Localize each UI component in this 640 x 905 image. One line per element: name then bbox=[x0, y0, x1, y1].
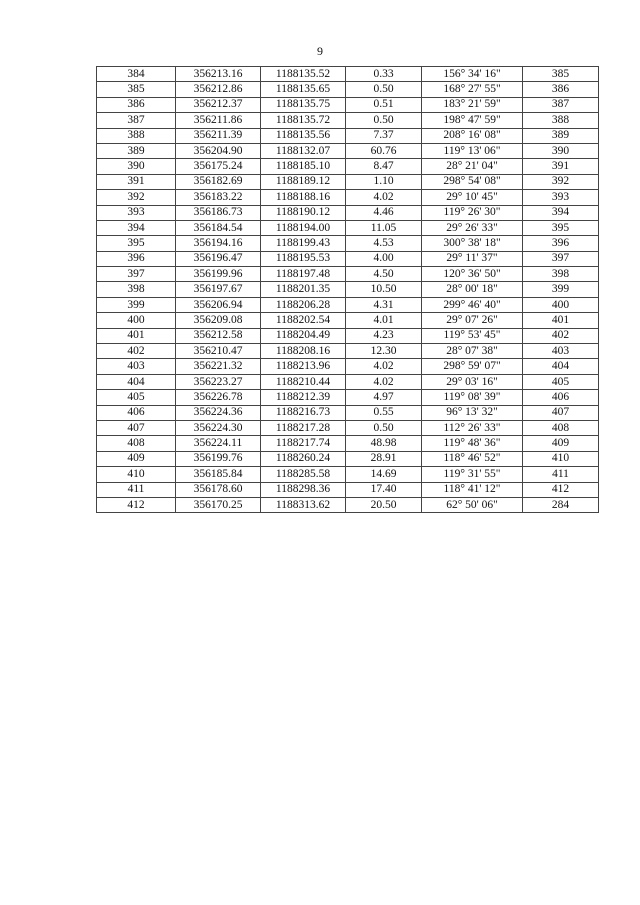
point-number-cell: 404 bbox=[97, 374, 176, 389]
distance-cell: 11.05 bbox=[346, 220, 422, 235]
y-coordinate-cell: 1188199.43 bbox=[261, 236, 346, 251]
next-point-number-cell: 396 bbox=[523, 236, 599, 251]
distance-cell: 4.31 bbox=[346, 297, 422, 312]
bearing-cell: 120° 36' 50" bbox=[422, 267, 523, 282]
next-point-number-cell: 399 bbox=[523, 282, 599, 297]
table-row bbox=[97, 267, 599, 282]
point-number-cell: 407 bbox=[97, 420, 176, 435]
table-row bbox=[97, 405, 599, 420]
next-point-number-cell: 284 bbox=[523, 497, 599, 512]
next-point-number-cell: 400 bbox=[523, 297, 599, 312]
table-row bbox=[97, 205, 599, 220]
distance-cell: 12.30 bbox=[346, 344, 422, 359]
table-row bbox=[97, 236, 599, 251]
bearing-cell: 29° 10' 45" bbox=[422, 190, 523, 205]
next-point-number-cell: 388 bbox=[523, 113, 599, 128]
table-row bbox=[97, 451, 599, 466]
distance-cell: 4.50 bbox=[346, 267, 422, 282]
bearing-cell: 29° 03' 16" bbox=[422, 374, 523, 389]
next-point-number-cell: 393 bbox=[523, 190, 599, 205]
y-coordinate-cell: 1188204.49 bbox=[261, 328, 346, 343]
bearing-cell: 112° 26' 33" bbox=[422, 420, 523, 435]
point-number-cell: 403 bbox=[97, 359, 176, 374]
point-number-cell: 398 bbox=[97, 282, 176, 297]
next-point-number-cell: 389 bbox=[523, 128, 599, 143]
y-coordinate-cell: 1188202.54 bbox=[261, 313, 346, 328]
bearing-cell: 208° 16' 08" bbox=[422, 128, 523, 143]
table-row bbox=[97, 159, 599, 174]
bearing-cell: 298° 59' 07" bbox=[422, 359, 523, 374]
point-number-cell: 389 bbox=[97, 143, 176, 158]
bearing-cell: 96° 13' 32" bbox=[422, 405, 523, 420]
next-point-number-cell: 385 bbox=[523, 67, 599, 82]
point-number-cell: 394 bbox=[97, 220, 176, 235]
x-coordinate-cell: 356178.60 bbox=[176, 482, 261, 497]
x-coordinate-cell: 356213.16 bbox=[176, 67, 261, 82]
next-point-number-cell: 392 bbox=[523, 174, 599, 189]
y-coordinate-cell: 1188188.16 bbox=[261, 190, 346, 205]
point-number-cell: 393 bbox=[97, 205, 176, 220]
table-row bbox=[97, 297, 599, 312]
y-coordinate-cell: 1188313.62 bbox=[261, 497, 346, 512]
next-point-number-cell: 387 bbox=[523, 97, 599, 112]
y-coordinate-cell: 1188135.52 bbox=[261, 67, 346, 82]
bearing-cell: 183° 21' 59" bbox=[422, 97, 523, 112]
point-number-cell: 391 bbox=[97, 174, 176, 189]
bearing-cell: 28° 07' 38" bbox=[422, 344, 523, 359]
distance-cell: 17.40 bbox=[346, 482, 422, 497]
bearing-cell: 28° 00' 18" bbox=[422, 282, 523, 297]
y-coordinate-cell: 1188210.44 bbox=[261, 374, 346, 389]
next-point-number-cell: 397 bbox=[523, 251, 599, 266]
table-row bbox=[97, 82, 599, 97]
x-coordinate-cell: 356224.11 bbox=[176, 436, 261, 451]
distance-cell: 7.37 bbox=[346, 128, 422, 143]
x-coordinate-cell: 356196.47 bbox=[176, 251, 261, 266]
y-coordinate-cell: 1188135.75 bbox=[261, 97, 346, 112]
next-point-number-cell: 390 bbox=[523, 143, 599, 158]
x-coordinate-cell: 356206.94 bbox=[176, 297, 261, 312]
point-number-cell: 388 bbox=[97, 128, 176, 143]
point-number-cell: 387 bbox=[97, 113, 176, 128]
coordinates-table bbox=[96, 66, 599, 513]
next-point-number-cell: 404 bbox=[523, 359, 599, 374]
y-coordinate-cell: 1188206.28 bbox=[261, 297, 346, 312]
y-coordinate-cell: 1188260.24 bbox=[261, 451, 346, 466]
x-coordinate-cell: 356223.27 bbox=[176, 374, 261, 389]
y-coordinate-cell: 1188185.10 bbox=[261, 159, 346, 174]
table-row bbox=[97, 143, 599, 158]
distance-cell: 8.47 bbox=[346, 159, 422, 174]
point-number-cell: 408 bbox=[97, 436, 176, 451]
bearing-cell: 119° 31' 55" bbox=[422, 467, 523, 482]
distance-cell: 0.50 bbox=[346, 82, 422, 97]
point-number-cell: 390 bbox=[97, 159, 176, 174]
point-number-cell: 385 bbox=[97, 82, 176, 97]
y-coordinate-cell: 1188201.35 bbox=[261, 282, 346, 297]
distance-cell: 0.50 bbox=[346, 113, 422, 128]
bearing-cell: 299° 46' 40" bbox=[422, 297, 523, 312]
distance-cell: 4.00 bbox=[346, 251, 422, 266]
table-row bbox=[97, 128, 599, 143]
table-row bbox=[97, 190, 599, 205]
point-number-cell: 406 bbox=[97, 405, 176, 420]
distance-cell: 4.02 bbox=[346, 374, 422, 389]
distance-cell: 1.10 bbox=[346, 174, 422, 189]
bearing-cell: 29° 26' 33" bbox=[422, 220, 523, 235]
x-coordinate-cell: 356226.78 bbox=[176, 390, 261, 405]
page-number: 9 bbox=[317, 44, 323, 58]
distance-cell: 4.97 bbox=[346, 390, 422, 405]
bearing-cell: 118° 46' 52" bbox=[422, 451, 523, 466]
next-point-number-cell: 411 bbox=[523, 467, 599, 482]
point-number-cell: 405 bbox=[97, 390, 176, 405]
x-coordinate-cell: 356194.16 bbox=[176, 236, 261, 251]
point-number-cell: 412 bbox=[97, 497, 176, 512]
next-point-number-cell: 407 bbox=[523, 405, 599, 420]
point-number-cell: 410 bbox=[97, 467, 176, 482]
point-number-cell: 399 bbox=[97, 297, 176, 312]
next-point-number-cell: 394 bbox=[523, 205, 599, 220]
x-coordinate-cell: 356199.76 bbox=[176, 451, 261, 466]
y-coordinate-cell: 1188285.58 bbox=[261, 467, 346, 482]
x-coordinate-cell: 356211.86 bbox=[176, 113, 261, 128]
bearing-cell: 119° 26' 30" bbox=[422, 205, 523, 220]
distance-cell: 0.50 bbox=[346, 420, 422, 435]
bearing-cell: 298° 54' 08" bbox=[422, 174, 523, 189]
x-coordinate-cell: 356209.08 bbox=[176, 313, 261, 328]
point-number-cell: 411 bbox=[97, 482, 176, 497]
point-number-cell: 384 bbox=[97, 67, 176, 82]
point-number-cell: 395 bbox=[97, 236, 176, 251]
table-row bbox=[97, 374, 599, 389]
y-coordinate-cell: 1188217.74 bbox=[261, 436, 346, 451]
bearing-cell: 300° 38' 18" bbox=[422, 236, 523, 251]
next-point-number-cell: 410 bbox=[523, 451, 599, 466]
bearing-cell: 168° 27' 55" bbox=[422, 82, 523, 97]
x-coordinate-cell: 356204.90 bbox=[176, 143, 261, 158]
table-row bbox=[97, 467, 599, 482]
point-number-cell: 400 bbox=[97, 313, 176, 328]
coordinates-table-body bbox=[97, 67, 599, 513]
x-coordinate-cell: 356224.30 bbox=[176, 420, 261, 435]
bearing-cell: 119° 53' 45" bbox=[422, 328, 523, 343]
table-row bbox=[97, 436, 599, 451]
y-coordinate-cell: 1188213.96 bbox=[261, 359, 346, 374]
next-point-number-cell: 401 bbox=[523, 313, 599, 328]
distance-cell: 48.98 bbox=[346, 436, 422, 451]
table-row bbox=[97, 97, 599, 112]
point-number-cell: 397 bbox=[97, 267, 176, 282]
table-row bbox=[97, 67, 599, 82]
distance-cell: 4.01 bbox=[346, 313, 422, 328]
next-point-number-cell: 395 bbox=[523, 220, 599, 235]
x-coordinate-cell: 356185.84 bbox=[176, 467, 261, 482]
y-coordinate-cell: 1188195.53 bbox=[261, 251, 346, 266]
y-coordinate-cell: 1188197.48 bbox=[261, 267, 346, 282]
point-number-cell: 386 bbox=[97, 97, 176, 112]
table-row bbox=[97, 344, 599, 359]
x-coordinate-cell: 356197.67 bbox=[176, 282, 261, 297]
table-row bbox=[97, 251, 599, 266]
distance-cell: 60.76 bbox=[346, 143, 422, 158]
distance-cell: 4.02 bbox=[346, 359, 422, 374]
table-row bbox=[97, 390, 599, 405]
x-coordinate-cell: 356170.25 bbox=[176, 497, 261, 512]
bearing-cell: 156° 34' 16" bbox=[422, 67, 523, 82]
y-coordinate-cell: 1188132.07 bbox=[261, 143, 346, 158]
x-coordinate-cell: 356212.58 bbox=[176, 328, 261, 343]
y-coordinate-cell: 1188212.39 bbox=[261, 390, 346, 405]
x-coordinate-cell: 356183.22 bbox=[176, 190, 261, 205]
y-coordinate-cell: 1188135.65 bbox=[261, 82, 346, 97]
bearing-cell: 119° 08' 39" bbox=[422, 390, 523, 405]
distance-cell: 4.02 bbox=[346, 190, 422, 205]
table-row bbox=[97, 113, 599, 128]
point-number-cell: 409 bbox=[97, 451, 176, 466]
distance-cell: 14.69 bbox=[346, 467, 422, 482]
y-coordinate-cell: 1188190.12 bbox=[261, 205, 346, 220]
distance-cell: 28.91 bbox=[346, 451, 422, 466]
y-coordinate-cell: 1188189.12 bbox=[261, 174, 346, 189]
table-row bbox=[97, 420, 599, 435]
distance-cell: 4.46 bbox=[346, 205, 422, 220]
table-row bbox=[97, 282, 599, 297]
x-coordinate-cell: 356210.47 bbox=[176, 344, 261, 359]
table-row bbox=[97, 497, 599, 512]
next-point-number-cell: 402 bbox=[523, 328, 599, 343]
bearing-cell: 62° 50' 06" bbox=[422, 497, 523, 512]
x-coordinate-cell: 356212.37 bbox=[176, 97, 261, 112]
table-row bbox=[97, 359, 599, 374]
next-point-number-cell: 412 bbox=[523, 482, 599, 497]
distance-cell: 20.50 bbox=[346, 497, 422, 512]
bearing-cell: 29° 11' 37" bbox=[422, 251, 523, 266]
bearing-cell: 198° 47' 59" bbox=[422, 113, 523, 128]
bearing-cell: 29° 07' 26" bbox=[422, 313, 523, 328]
y-coordinate-cell: 1188217.28 bbox=[261, 420, 346, 435]
y-coordinate-cell: 1188194.00 bbox=[261, 220, 346, 235]
point-number-cell: 402 bbox=[97, 344, 176, 359]
point-number-cell: 392 bbox=[97, 190, 176, 205]
y-coordinate-cell: 1188135.72 bbox=[261, 113, 346, 128]
bearing-cell: 28° 21' 04" bbox=[422, 159, 523, 174]
point-number-cell: 396 bbox=[97, 251, 176, 266]
bearing-cell: 118° 41' 12" bbox=[422, 482, 523, 497]
x-coordinate-cell: 356211.39 bbox=[176, 128, 261, 143]
distance-cell: 4.53 bbox=[346, 236, 422, 251]
next-point-number-cell: 386 bbox=[523, 82, 599, 97]
x-coordinate-cell: 356224.36 bbox=[176, 405, 261, 420]
next-point-number-cell: 408 bbox=[523, 420, 599, 435]
table-row bbox=[97, 328, 599, 343]
x-coordinate-cell: 356175.24 bbox=[176, 159, 261, 174]
bearing-cell: 119° 13' 06" bbox=[422, 143, 523, 158]
distance-cell: 0.51 bbox=[346, 97, 422, 112]
distance-cell: 4.23 bbox=[346, 328, 422, 343]
x-coordinate-cell: 356221.32 bbox=[176, 359, 261, 374]
next-point-number-cell: 409 bbox=[523, 436, 599, 451]
bearing-cell: 119° 48' 36" bbox=[422, 436, 523, 451]
distance-cell: 10.50 bbox=[346, 282, 422, 297]
x-coordinate-cell: 356186.73 bbox=[176, 205, 261, 220]
x-coordinate-cell: 356184.54 bbox=[176, 220, 261, 235]
next-point-number-cell: 405 bbox=[523, 374, 599, 389]
y-coordinate-cell: 1188298.36 bbox=[261, 482, 346, 497]
x-coordinate-cell: 356199.96 bbox=[176, 267, 261, 282]
y-coordinate-cell: 1188216.73 bbox=[261, 405, 346, 420]
table-row bbox=[97, 313, 599, 328]
table-row bbox=[97, 482, 599, 497]
y-coordinate-cell: 1188135.56 bbox=[261, 128, 346, 143]
y-coordinate-cell: 1188208.16 bbox=[261, 344, 346, 359]
table-row bbox=[97, 174, 599, 189]
next-point-number-cell: 391 bbox=[523, 159, 599, 174]
point-number-cell: 401 bbox=[97, 328, 176, 343]
next-point-number-cell: 403 bbox=[523, 344, 599, 359]
next-point-number-cell: 398 bbox=[523, 267, 599, 282]
distance-cell: 0.33 bbox=[346, 67, 422, 82]
table-row bbox=[97, 220, 599, 235]
x-coordinate-cell: 356212.86 bbox=[176, 82, 261, 97]
x-coordinate-cell: 356182.69 bbox=[176, 174, 261, 189]
next-point-number-cell: 406 bbox=[523, 390, 599, 405]
distance-cell: 0.55 bbox=[346, 405, 422, 420]
